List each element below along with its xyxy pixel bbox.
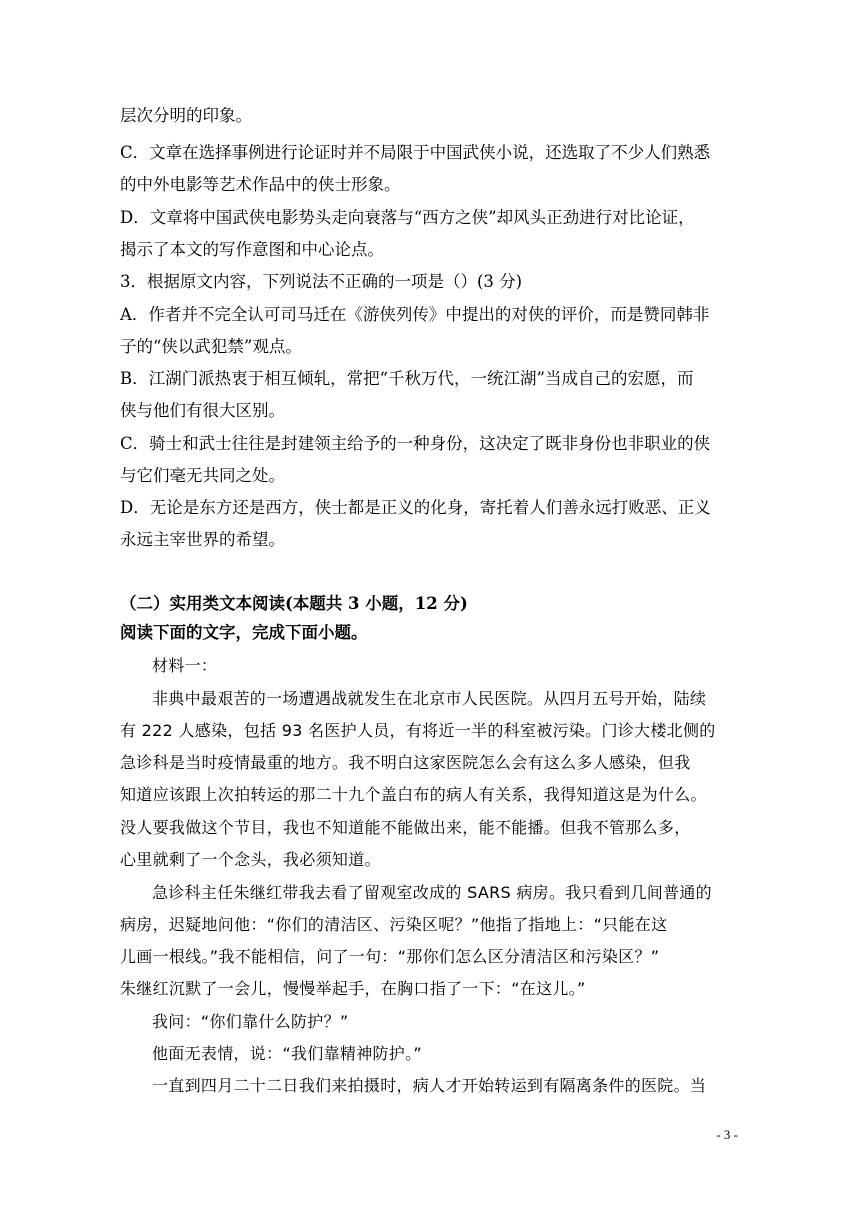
- option-d-line-1: D．文章将中国武侠电影势头走向衰落与“西方之侠”却风头正劲进行对比论证，: [120, 208, 695, 227]
- option-b-line-2: 侠与他们有很大区别。: [120, 401, 285, 420]
- page-number: - 3 -: [716, 1127, 738, 1142]
- question-3: 3．根据原文内容，下列说法不正确的一项是（）(3 分): [120, 272, 523, 291]
- section-heading: （二）实用类文本阅读(本题共 3 小题，12 分): [120, 594, 468, 613]
- paragraph-line: 心里就剩了一个念头，我必须知道。: [120, 850, 381, 869]
- paragraph-line: 急诊科主任朱继红带我去看了留观室改成的 SARS 病房。我只看到几间普通的: [152, 883, 712, 902]
- option-c-line-1: C．文章在选择事例进行论证时并不局限于中国武侠小说，还选取了不少人们熟悉: [120, 143, 711, 162]
- paragraph-line: 朱继红沉默了一会儿，慢慢举起手，在胸口指了一下：“在这儿。”: [120, 979, 586, 998]
- paragraph-line: 知道应该跟上次拍转运的那二十九个盖白布的病人有关系，我得知道这是为什么。: [120, 785, 707, 804]
- option-c-line-2: 的中外电影等艺术作品中的侠士形象。: [120, 175, 401, 194]
- option-d-line-2: 揭示了本文的写作意图和中心论点。: [120, 240, 384, 259]
- option-d2-line-2: 永远主宰世界的希望。: [120, 530, 285, 549]
- paragraph-line: 急诊科是当时疫情最重的地方。我不明白这家医院怎么会有这么多人感染，但我: [120, 753, 691, 772]
- option-c2-line-1: C．骑士和武士往往是封建领主给予的一种身份，这决定了既非身份也非职业的侠: [120, 434, 711, 453]
- paragraph-line: 非典中最艰苦的一场遭遇战就发生在北京市人民医院。从四月五号开始，陆续: [152, 689, 707, 708]
- dialogue-line: 我问：“你们靠什么防护？”: [152, 1012, 349, 1031]
- paragraph-line: 儿画一根线。”我不能相信，问了一句：“那你们怎么区分清洁区和污染区？”: [120, 947, 660, 966]
- option-b-line-1: B．江湖门派热衷于相互倾轧，常把“千秋万代，一统江湖”当成自己的宏愿，而: [120, 369, 694, 388]
- paragraph-line: 一直到四月二十二日我们来拍摄时，病人才开始转运到有隔离条件的医院。当: [152, 1076, 707, 1095]
- dialogue-line: 他面无表情，说：“我们靠精神防护。”: [152, 1044, 422, 1063]
- paragraph-line: 有 222 人感染，包括 93 名医护人员，有将近一半的科室被污染。门诊大楼北侧的: [120, 721, 716, 740]
- paragraph-line: 没人要我做这个节目，我也不知道能不能做出来，能不能播。但我不管那么多，: [120, 818, 691, 837]
- instruction-line: 阅读下面的文字，完成下面小题。: [120, 623, 368, 642]
- option-a-line-2: 子的“侠以武犯禁”观点。: [120, 337, 302, 356]
- paragraph-line: 病房，迟疑地问他：“你们的清洁区、污染区呢？”他指了指地上：“只能在这: [120, 915, 668, 934]
- text-line: 层次分明的印象。: [120, 106, 252, 125]
- option-a-line-1: A．作者并不完全认可司马迁在《游侠列传》中提出的对侠的评价，而是赞同韩非: [120, 305, 710, 324]
- option-d2-line-1: D．无论是东方还是西方，侠士都是正义的化身，寄托着人们善永远打败恶、正义: [120, 498, 711, 517]
- material-label: 材料一：: [152, 656, 218, 675]
- option-c2-line-2: 与它们毫无共同之处。: [120, 466, 285, 485]
